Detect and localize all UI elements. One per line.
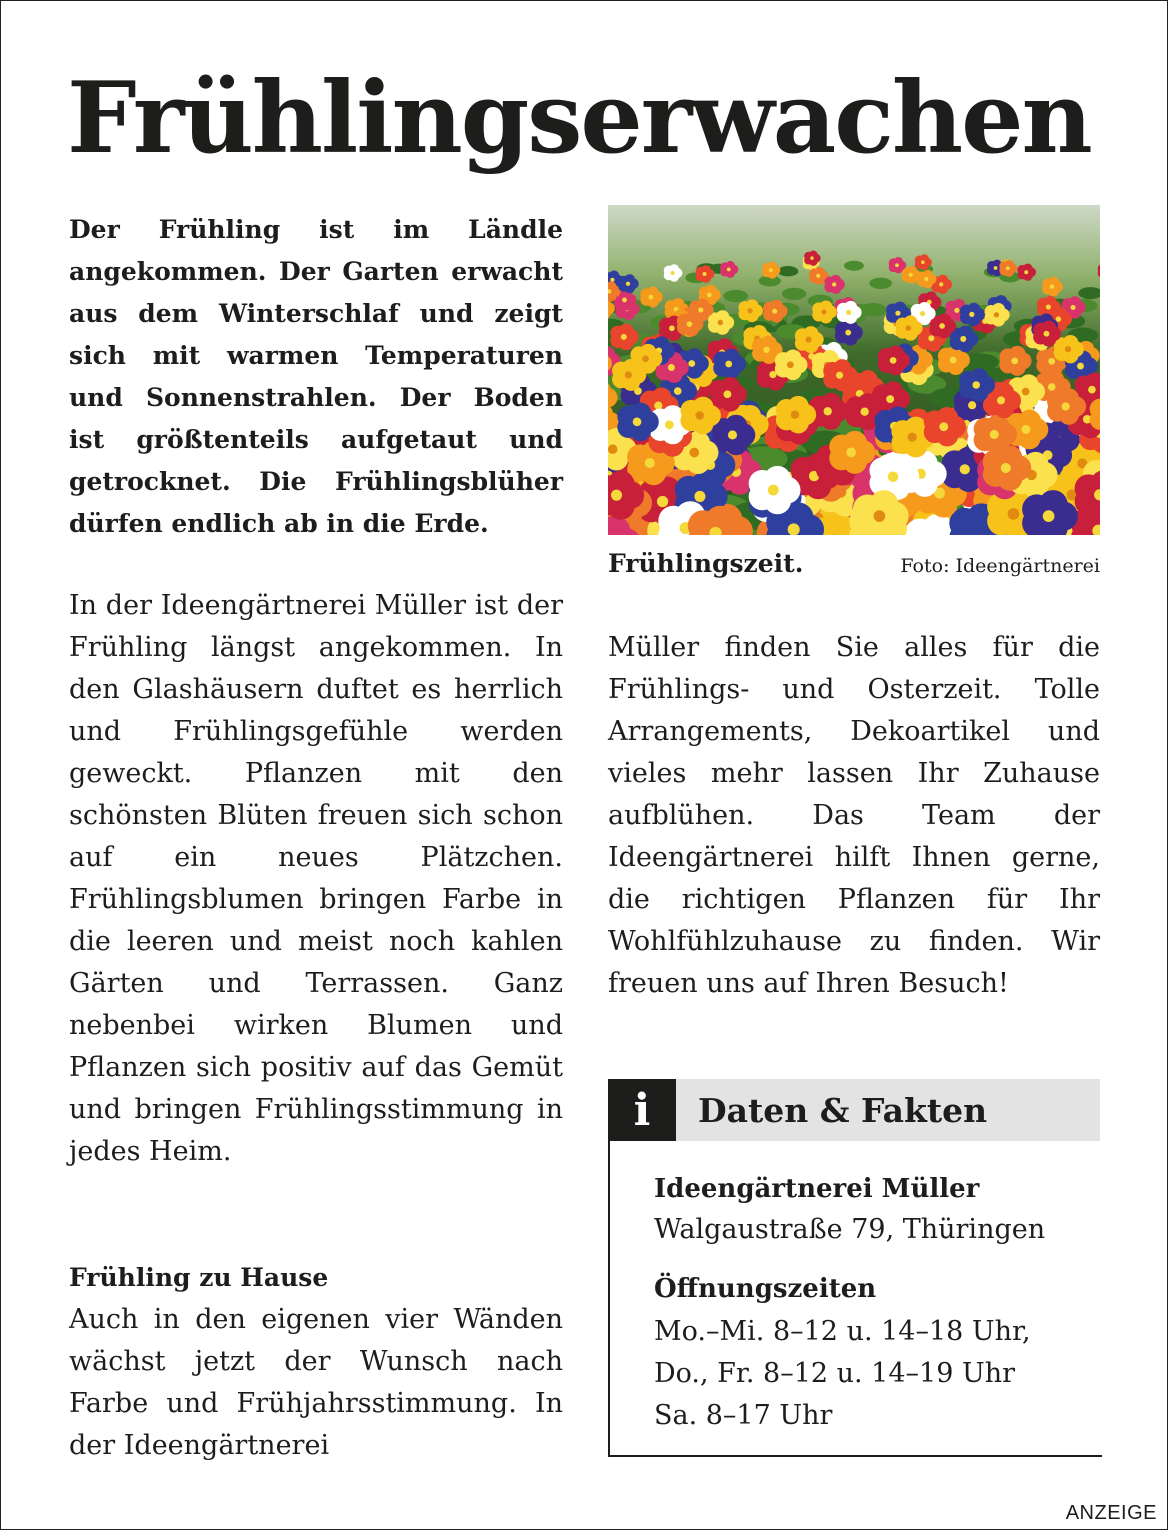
info-icon: i: [608, 1079, 676, 1141]
facts-title: Daten & Fakten: [698, 1090, 988, 1130]
advertisement-badge: ANZEIGE: [1065, 1502, 1157, 1524]
photo-caption: [608, 549, 1100, 587]
opening-hours-line: Mo.–Mi. 8–12 u. 14–18 Uhr,: [654, 1316, 1031, 1347]
subheadline: Frühling zu Hause: [69, 1263, 329, 1292]
lead-paragraph: Der Frühling ist im Ländle angekommen. Der Garten erwacht aus dem Winterschlaf und zeigt sich mit warmen Temperaturen und Sonnenstrahlen. Der Boden ist größtenteils aufgetaut und getrocknet. Die Frühlingsblüher dürfen endlich ab in die Erde.: [69, 215, 563, 538]
opening-hours-line: Do., Fr. 8–12 u. 14–19 Uhr: [654, 1358, 1016, 1389]
caption-title: Frühlingszeit.: [608, 549, 804, 578]
photo-credit: Foto: Ideengärtnerei: [900, 555, 1100, 577]
headline: Frühlingserwachen: [67, 61, 1091, 176]
body-text-left: In der Ideengärtnerei Müller ist der Frühling längst angekommen. In den Glashäusern duftet es herrlich und Frühlingsgefühle werden geweckt. Pflanzen mit den schönsten Blüten freuen sich schon auf ein neues Plätzchen. Frühlingsblumen bringen Farbe in die leeren und meist noch kahlen Gärten und Terrassen. Ganz nebenbei wirken Blumen und Pflanzen sich positiv auf das Gemüt und bringen Frühlingsstimmung in jedes Heim.: [69, 590, 563, 1167]
company-name: Ideengärtnerei Müller: [654, 1174, 980, 1204]
primrose-flowers-image: [608, 205, 1100, 535]
opening-hours-line: Sa. 8–17 Uhr: [654, 1400, 833, 1431]
address: Walgaustraße 79, Thüringen: [654, 1214, 1046, 1245]
body-text-right: Müller finden Sie alles für die Frühlings- und Osterzeit. Tolle Arrangements, Dekoartikel und vieles mehr lassen Ihr Zuhause aufblühen. Das Team der Ideengärtnerei hilft Ihnen gerne, die richtigen Pflanzen für Ihr Wohlfühlzuhause zu finden. Wir freuen uns auf Ihren Besuch!: [608, 632, 1100, 999]
opening-hours-label: Öffnungszeiten: [654, 1274, 877, 1304]
facts-header: [608, 1079, 1100, 1141]
flower-photo: [608, 205, 1100, 535]
facts-box: [608, 1141, 1102, 1457]
body-text-left-continued: Auch in den eigenen vier Wänden wächst jetzt der Wunsch nach Farbe und Frühjahrsstimmung. In der Ideengärtnerei: [69, 1304, 563, 1461]
